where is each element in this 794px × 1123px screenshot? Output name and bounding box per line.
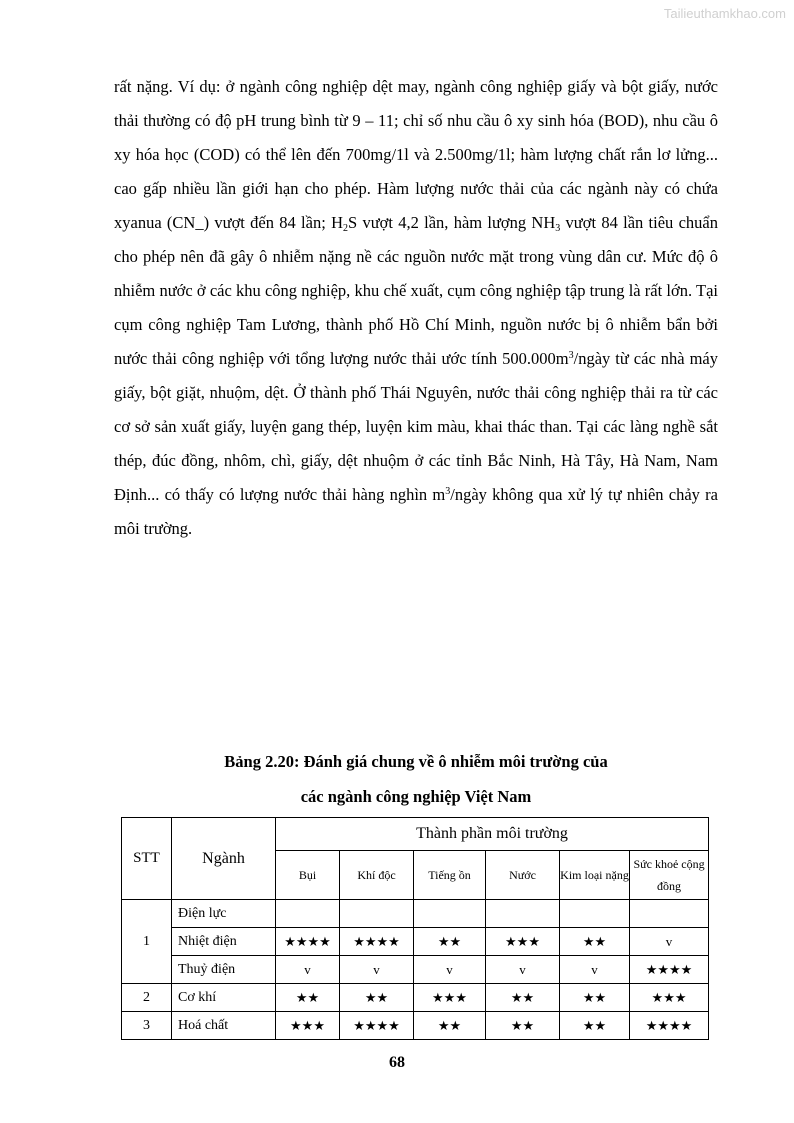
row-stt: 2 [122, 984, 172, 1012]
table-cell: v [486, 956, 560, 984]
table-cell: ★★★ [414, 984, 486, 1012]
table-cell: v [630, 928, 709, 956]
table-cell: ★★★★ [340, 1012, 414, 1040]
row-stt: 1 [122, 900, 172, 984]
table-cell: ★★★★ [276, 928, 340, 956]
header-col: Kim loại nặng [560, 851, 630, 900]
pollution-table [121, 817, 709, 1040]
table-row [122, 956, 709, 984]
table-cell: ★★ [486, 1012, 560, 1040]
table-cell: ★★ [414, 1012, 486, 1040]
table-cell: ★★ [560, 1012, 630, 1040]
table-cell: ★★★★ [340, 928, 414, 956]
table-cell: ★★★ [486, 928, 560, 956]
table-cell: ★★ [276, 984, 340, 1012]
table-cell: v [560, 956, 630, 984]
header-col: Khí độc [340, 851, 414, 900]
header-col: Nước [486, 851, 560, 900]
table-caption-line2: các ngành công nghiệp Việt Nam [300, 787, 532, 806]
row-name: Điện lực [172, 900, 276, 928]
table-cell: ★★★★ [630, 1012, 709, 1040]
body-paragraph: rất nặng. Ví dụ: ở ngành công nghiệp dệt may, ngành công nghiệp giấy và bột giấy, nước thải thường có độ pH trung bình từ 9 – 11; chỉ số nhu cầu ô xy sinh hóa (BOD), nhu cầu ô xy hóa học (COD) có thể lên đến 700mg/1l và 2.500mg/1l; hàm lượng chất rắn lơ lửng... cao gấp nhiều lần giới hạn cho phép. Hàm lượng nước thải của các ngành này có chứa xyanua (CN_) vượt đến 84 lần; $H_2S$ vượt 4,2 lần, hàm lượng $NH_3$ vượt 84 lần tiêu chuẩn cho phép nên đã gây ô nhiễm nặng nề các nguồn nước mặt trong vùng dân cư. Mức độ ô nhiễm nước ở các khu công nghiệp, khu chế xuất, cụm công nghiệp tập trung là rất lớn. Tại cụm công nghiệp Tam Lương, thành phố Hồ Chí Minh, nguồn nước bị ô nhiễm bẩn bởi nước thải công nghiệp với tổng lượng nước thải ước tính $500.000m^3$/ngày từ các nhà máy giấy, bột giặt, nhuộm, dệt. Ở thành phố Thái Nguyên, nước thải công nghiệp thải ra từ các cơ sở sản xuất giấy, luyện gang thép, luyện kim màu, khai thác than. Tại các làng nghề sắt thép, đúc đồng, nhôm, chì, giấy, dệt nhuộm ở các tỉnh Bắc Ninh, Hà Tây, Hà Nam, Nam Định... có thấy có lượng nước thải hàng nghìn $m^3$/ngày không qua xử lý tự nhiên chảy ra môi trường. [114, 77, 718, 538]
row-name: Cơ khí [172, 984, 276, 1012]
table-row [122, 1012, 709, 1040]
table-cell: ★★ [414, 928, 486, 956]
table-cell: ★★★ [276, 1012, 340, 1040]
row-stt: 3 [122, 1012, 172, 1040]
table-cell: ★★★★ [630, 956, 709, 984]
row-name: Thuỷ điện [172, 956, 276, 984]
table-cell [276, 900, 340, 928]
table-cell: ★★★ [630, 984, 709, 1012]
header-nganh: Ngành [172, 818, 276, 900]
page-number: 68 [389, 1054, 405, 1071]
header-col: Tiếng ồn [414, 851, 486, 900]
table-row [122, 984, 709, 1012]
header-group: Thành phần môi trường [276, 818, 709, 851]
row-name: Nhiệt điện [172, 928, 276, 956]
table-cell [414, 900, 486, 928]
table-cell: ★★ [340, 984, 414, 1012]
table-row [122, 928, 709, 956]
table-cell: ★★ [486, 984, 560, 1012]
table-cell: ★★ [560, 984, 630, 1012]
table-cell: v [414, 956, 486, 984]
header-col: Bụi [276, 851, 340, 900]
table-row [122, 900, 709, 928]
header-col: Sức khoẻ cộng đồng [630, 851, 709, 900]
table-cell: v [276, 956, 340, 984]
table-cell [630, 900, 709, 928]
table-cell [340, 900, 414, 928]
row-name: Hoá chất [172, 1012, 276, 1040]
table-cell [486, 900, 560, 928]
header-stt: STT [122, 818, 172, 900]
table-cell [560, 900, 630, 928]
table-cell: v [340, 956, 414, 984]
table-caption-line1: Bảng 2.20: Đánh giá chung về ô nhiễm môi trường của [224, 752, 608, 771]
watermark: Tailieuthamkhao.com [663, 6, 786, 21]
table-cell: ★★ [560, 928, 630, 956]
